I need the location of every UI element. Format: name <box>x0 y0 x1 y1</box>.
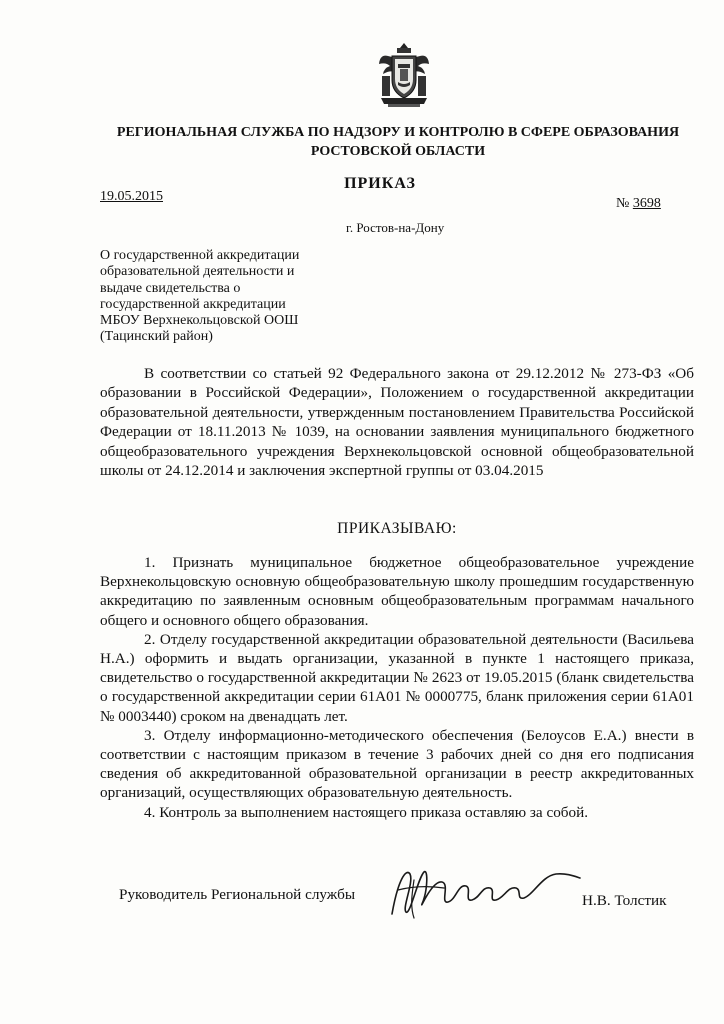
signature-block <box>100 880 694 920</box>
document-date: 19.05.2015 <box>100 189 163 204</box>
subject-line: О государственной аккредитации <box>100 248 300 263</box>
subject-line: МБОУ Верхнекольцовской ООШ <box>100 313 299 329</box>
number-value: 3698 <box>632 196 661 211</box>
signer-title: Руководитель Региональной службы <box>119 886 356 903</box>
document-number <box>616 196 661 212</box>
order-item: 4. Контроль за выполнением настоящего приказа оставляю за собой. <box>144 803 589 821</box>
subject-line: образовательной деятельности и <box>100 264 295 280</box>
preamble-paragraph: В соответствии со статьей 92 Федерального закона от 29.12.2012 № 273-ФЗ «Об образовании в Российской Федерации», Положением о государственной аккредитации образовательной деятельности, утвержденным постановлением Правительства Российской Федерации от 18.11.2013 № 1039, на основании заявления муниципального бюджетного общеобразовательного учреждения Верхнекольцовской основной общеобразовательной школы от 24.12.2014 и заключения экспертной группы от 03.04.2015 <box>100 365 694 480</box>
organization-name: РЕГИОНАЛЬНАЯ СЛУЖБА ПО НАДЗОРУ И КОНТРОЛЮ В СФЕРЕ ОБРАЗОВАНИЯ РОСТОВСКОЙ ОБЛАСТИ <box>116 125 680 159</box>
order-item: 1. Признать муниципальное бюджетное общеобразовательное учреждение Верхнекольцовскую основную общеобразовательную школу прошедшим государственную аккредитацию по заявленным основным общеобразовательным программам начального общего и основного общего образования. <box>100 554 694 629</box>
subject-line: государственной аккредитации <box>100 296 286 312</box>
document-subject <box>100 248 332 346</box>
signer-name: Н.В. Толстик <box>582 892 667 909</box>
document-city: г. Ростов-на-Дону <box>346 220 445 235</box>
subject-line: (Тацинский район) <box>100 329 213 345</box>
order-items <box>100 553 694 822</box>
document-type: ПРИКАЗ <box>344 175 416 192</box>
order-item: 2. Отделу государственной аккредитации образовательной деятельности (Васильева Н.А.) оформить и выдать организации, указанной в пункте 1 настоящего приказа, свидетельство о государственной аккредитации № 2623 от 19.05.2015 (бланк свидетельства о государственной аккредитации серии 61А01 № 0000775, бланк приложения серии 61А01 № 0003440) сроком на двенадцать лет. <box>100 630 694 725</box>
number-prefix: № <box>616 196 630 211</box>
order-item: 3. Отделу информационно-методического обеспечения (Белоусов Е.А.) внести в соответствии с настоящим приказом в течение 3 рабочих дней со дня его подписания сведения об аккредитованной образовательной организации в реестр аккредитованных организаций, осуществляющих образовательную деятельность. <box>100 726 694 802</box>
handwritten-signature-icon <box>384 860 584 922</box>
order-heading: ПРИКАЗЫВАЮ: <box>337 520 457 537</box>
coat-of-arms-icon <box>378 42 430 108</box>
subject-line: выдаче свидетельства о <box>100 280 241 296</box>
